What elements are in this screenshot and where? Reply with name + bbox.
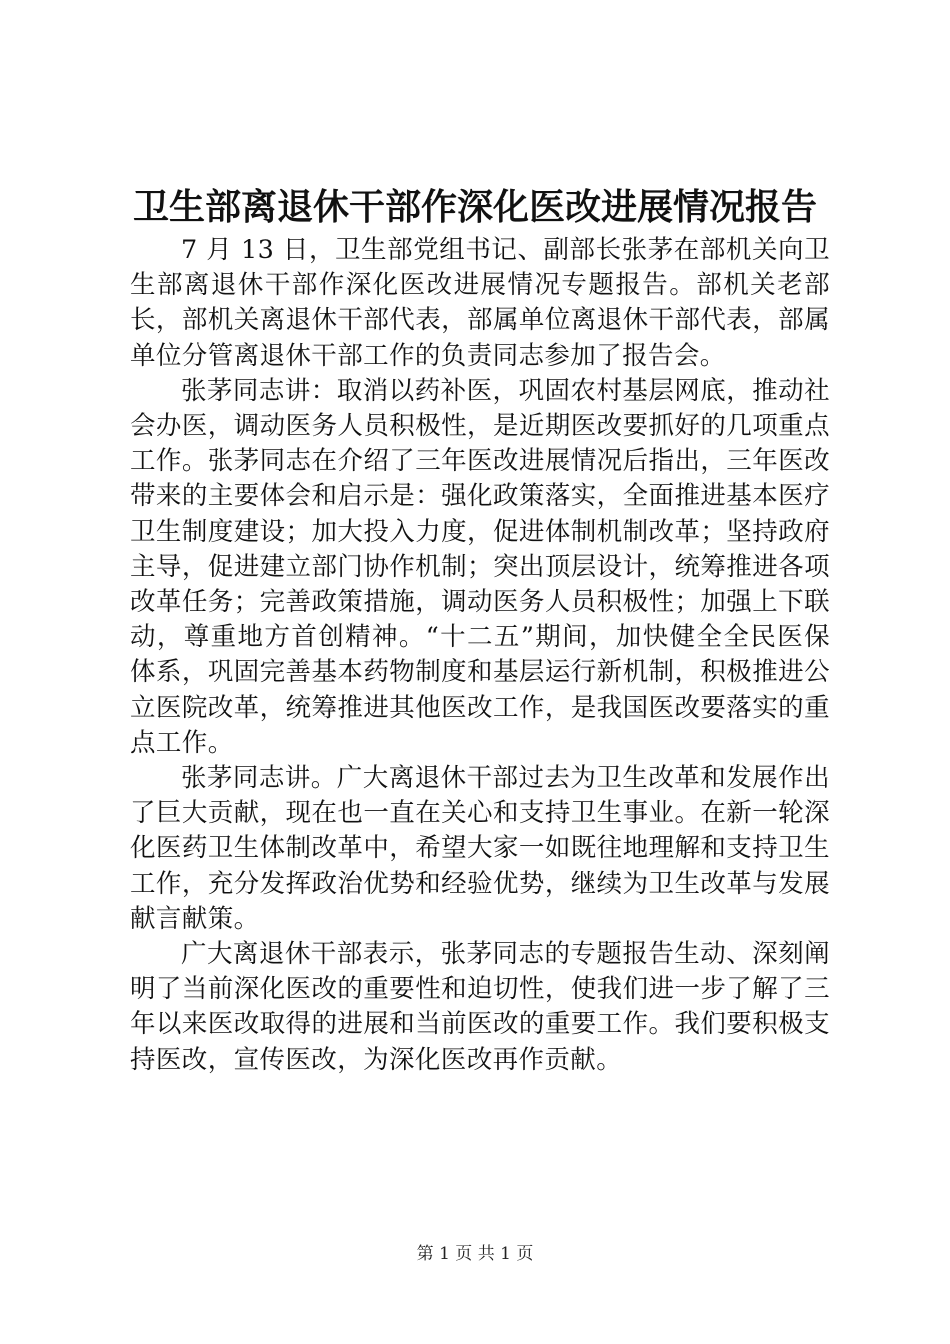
paragraph-4: 广大离退休干部表示，张茅同志的专题报告生动、深刻阐明了当前深化医改的重要性和迫切性，使我们进一步了解了三年以来医改取得的进展和当前医改的重要工作。我们要积极支持医改，宣传医改，为深化医改再作贡献。	[130, 939, 830, 1075]
document-body	[130, 233, 830, 1078]
page-footer: 第 1 页 共 1 页	[416, 1244, 534, 1264]
paragraph-2: 张茅同志讲：取消以药补医，巩固农村基层网底，推动社会办医，调动医务人员积极性，是近期医改要抓好的几项重点工作。张茅同志在介绍了三年医改进展情况后指出，三年医改带来的主要体会和启示是：强化政策落实，全面推进基本医疗卫生制度建设；加大投入力度，促进体制机制改革；坚持政府主导，促进建立部门协作机制；突出顶层设计，统筹推进各项改革任务；完善政策措施，调动医务人员积极性；加强上下联动，尊重地方首创精神。“十二五”期间，加快健全全民医保体系，巩固完善基本药物制度和基层运行新机制，积极推进公立医院改革，统筹推进其他医改工作，是我国医改要落实的重点工作。	[130, 375, 830, 758]
paragraph-1: 7 月 13 日，卫生部党组书记、副部长张茅在部机关向卫生部离退休干部作深化医改进展情况专题报告。部机关老部长，部机关离退休干部代表，部属单位离退休干部代表，部属单位分管离退休干部工作的负责同志参加了报告会。	[130, 235, 830, 371]
document-title: 卫生部离退休干部作深化医改进展情况报告	[132, 186, 817, 228]
paragraph-3: 张茅同志讲。广大离退休干部过去为卫生改革和发展作出了巨大贡献，现在也一直在关心和支持卫生事业。在新一轮深化医药卫生体制改革中，希望大家一如既往地理解和支持卫生工作，充分发挥政治优势和经验优势，继续为卫生改革与发展献言献策。	[130, 763, 830, 934]
